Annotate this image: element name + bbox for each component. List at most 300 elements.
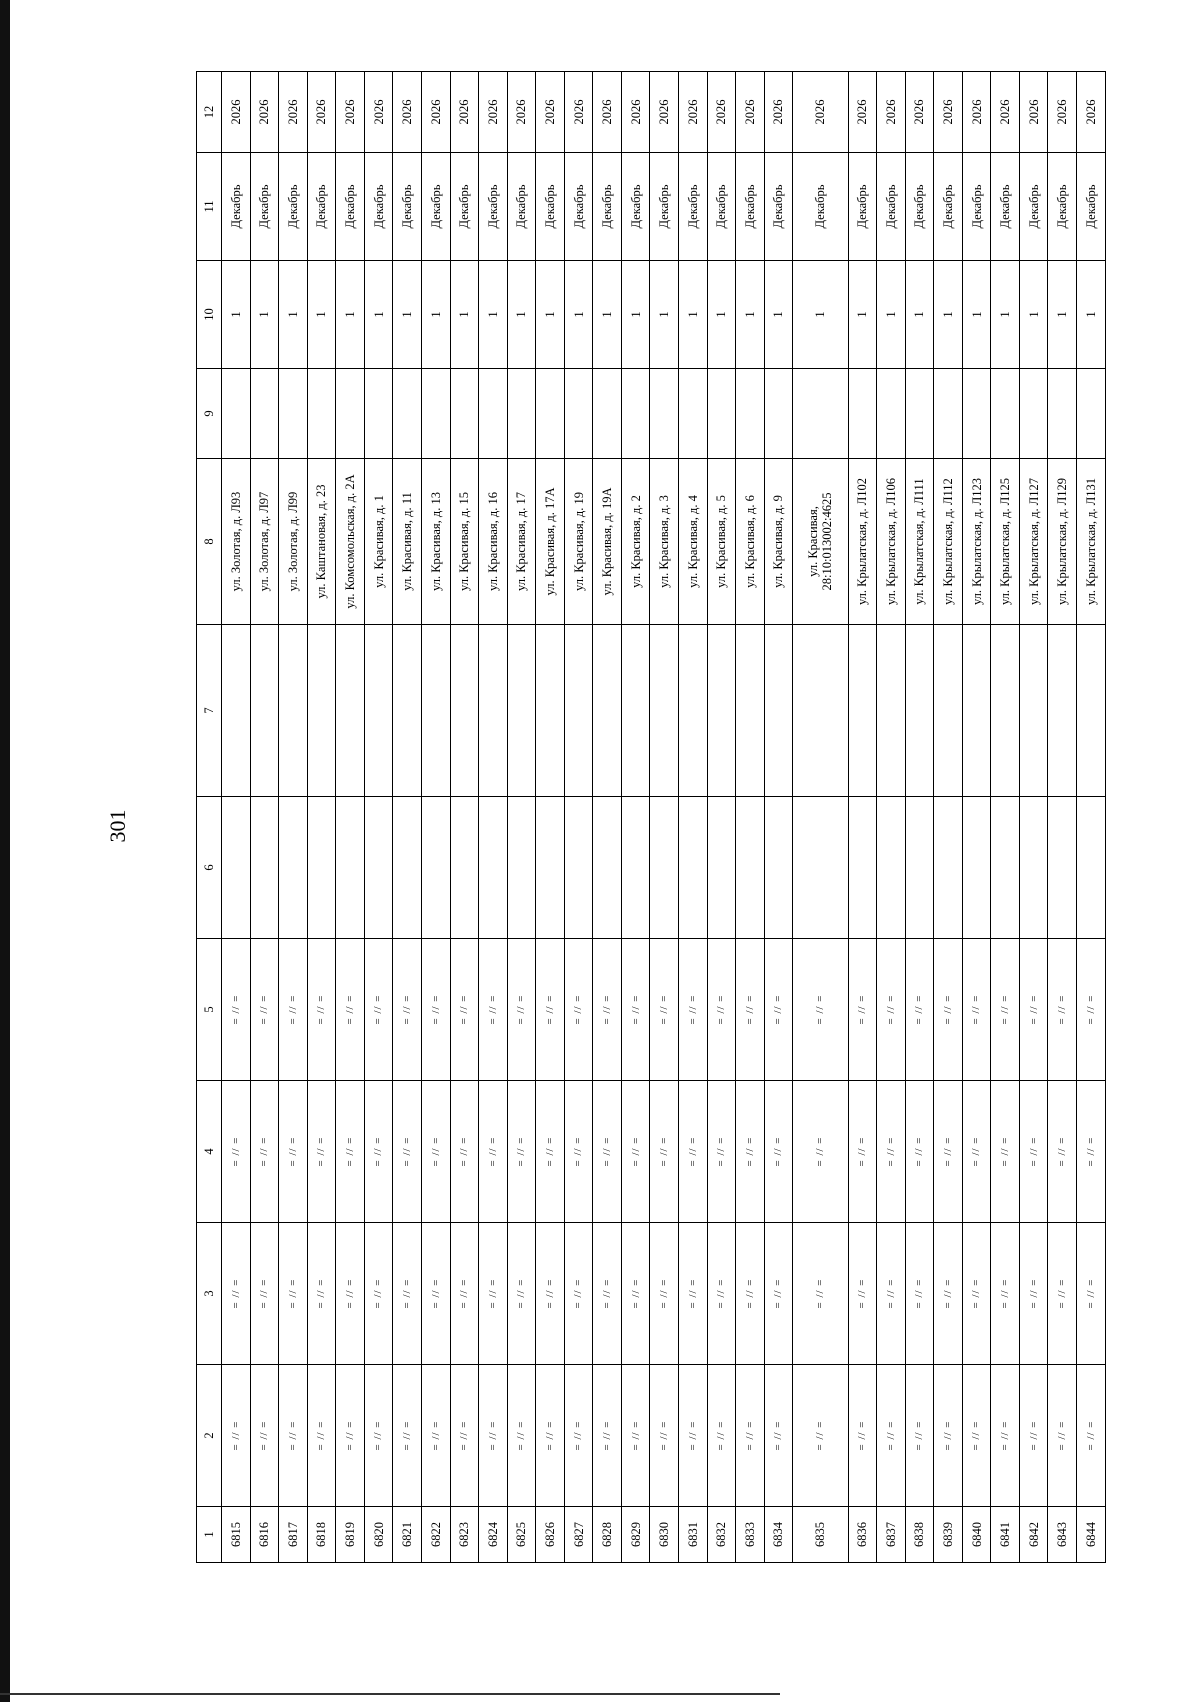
address-cell: ул. Крылатская, д. Л123 — [962, 459, 991, 625]
row-number-cell: 6837 — [877, 1507, 906, 1563]
col5-cell: = // = — [1077, 939, 1106, 1081]
table-row — [507, 72, 536, 1563]
row-number-cell: 6839 — [934, 1507, 963, 1563]
col9-cell — [962, 369, 991, 459]
month-cell: Декабрь — [877, 153, 906, 261]
year-cell: 2026 — [848, 72, 877, 153]
row-number-cell: 6835 — [793, 1507, 848, 1563]
col2-cell: = // = — [450, 1365, 479, 1507]
col5-cell: = // = — [679, 939, 708, 1081]
address-cell: ул. Крылатская, д. Л129 — [1048, 459, 1077, 625]
col4-cell: = // = — [479, 1081, 508, 1223]
col7-cell — [279, 625, 308, 797]
address-cell: ул. Красивая, д. 2 — [621, 459, 650, 625]
col5-cell: = // = — [593, 939, 622, 1081]
year-cell: 2026 — [593, 72, 622, 153]
row-number-cell: 6820 — [364, 1507, 393, 1563]
col5-cell: = // = — [393, 939, 422, 1081]
col6-cell — [650, 797, 679, 939]
col4-cell: = // = — [536, 1081, 565, 1223]
col4-cell: = // = — [450, 1081, 479, 1223]
year-cell: 2026 — [479, 72, 508, 153]
table-row — [621, 72, 650, 1563]
table-row — [364, 72, 393, 1563]
col4-cell: = // = — [905, 1081, 934, 1223]
month-cell: Декабрь — [991, 153, 1020, 261]
col9-cell — [848, 369, 877, 459]
col3-cell: = // = — [593, 1223, 622, 1365]
col-header-4: 4 — [197, 1081, 222, 1223]
row-number-cell: 6843 — [1048, 1507, 1077, 1563]
month-cell: Декабрь — [336, 153, 365, 261]
col3-cell: = // = — [962, 1223, 991, 1365]
address-cell: ул. Красивая, д. 17А — [536, 459, 565, 625]
col2-cell: = // = — [364, 1365, 393, 1507]
col3-cell: = // = — [1019, 1223, 1048, 1365]
col4-cell: = // = — [877, 1081, 906, 1223]
col9-cell — [793, 369, 848, 459]
col4-cell: = // = — [393, 1081, 422, 1223]
col2-cell: = // = — [793, 1365, 848, 1507]
year-cell: 2026 — [1019, 72, 1048, 153]
col2-cell: = // = — [222, 1365, 251, 1507]
col9-cell — [593, 369, 622, 459]
col5-cell: = // = — [1019, 939, 1048, 1081]
col3-cell: = // = — [393, 1223, 422, 1365]
col4-cell: = // = — [1077, 1081, 1106, 1223]
year-cell: 2026 — [421, 72, 450, 153]
row-number-cell: 6828 — [593, 1507, 622, 1563]
table-row — [877, 72, 906, 1563]
col5-cell: = // = — [848, 939, 877, 1081]
row-number-cell: 6829 — [621, 1507, 650, 1563]
quantity-cell: 1 — [421, 261, 450, 369]
year-cell: 2026 — [905, 72, 934, 153]
quantity-cell: 1 — [764, 261, 793, 369]
quantity-cell: 1 — [736, 261, 765, 369]
col7-cell — [479, 625, 508, 797]
address-cell: ул. Крылатская, д. Л127 — [1019, 459, 1048, 625]
col5-cell: = // = — [991, 939, 1020, 1081]
quantity-cell: 1 — [962, 261, 991, 369]
col2-cell: = // = — [962, 1365, 991, 1507]
row-number-cell: 6824 — [479, 1507, 508, 1563]
year-cell: 2026 — [991, 72, 1020, 153]
quantity-cell: 1 — [1077, 261, 1106, 369]
address-cell: ул. Крылатская, д. Л131 — [1077, 459, 1106, 625]
month-cell: Декабрь — [1077, 153, 1106, 261]
year-cell: 2026 — [307, 72, 336, 153]
col5-cell: = // = — [421, 939, 450, 1081]
col3-cell: = // = — [564, 1223, 593, 1365]
col5-cell: = // = — [536, 939, 565, 1081]
row-number-cell: 6840 — [962, 1507, 991, 1563]
col6-cell — [336, 797, 365, 939]
col-header-5: 5 — [197, 939, 222, 1081]
col6-cell — [364, 797, 393, 939]
month-cell: Декабрь — [793, 153, 848, 261]
month-cell: Декабрь — [507, 153, 536, 261]
col9-cell — [934, 369, 963, 459]
month-cell: Декабрь — [564, 153, 593, 261]
col9-cell — [1048, 369, 1077, 459]
col4-cell: = // = — [793, 1081, 848, 1223]
address-cell: ул. Золотая, д. Л93 — [222, 459, 251, 625]
table-row — [250, 72, 279, 1563]
year-cell: 2026 — [764, 72, 793, 153]
col4-cell: = // = — [421, 1081, 450, 1223]
address-cell: ул. Комсомольская, д. 2А — [336, 459, 365, 625]
col9-cell — [877, 369, 906, 459]
year-cell: 2026 — [536, 72, 565, 153]
col2-cell: = // = — [1019, 1365, 1048, 1507]
col2-cell: = // = — [621, 1365, 650, 1507]
col3-cell: = // = — [507, 1223, 536, 1365]
col3-cell: = // = — [707, 1223, 736, 1365]
col6-cell — [848, 797, 877, 939]
table-row — [1019, 72, 1048, 1563]
page-number: 301 — [105, 809, 130, 843]
col9-cell — [536, 369, 565, 459]
year-cell: 2026 — [621, 72, 650, 153]
year-cell: 2026 — [793, 72, 848, 153]
col7-cell — [934, 625, 963, 797]
quantity-cell: 1 — [450, 261, 479, 369]
col7-cell — [250, 625, 279, 797]
table-row — [848, 72, 877, 1563]
col3-cell: = // = — [250, 1223, 279, 1365]
col9-cell — [764, 369, 793, 459]
quantity-cell: 1 — [593, 261, 622, 369]
col-header-9: 9 — [197, 369, 222, 459]
table-body — [222, 72, 1106, 1563]
month-cell: Декабрь — [536, 153, 565, 261]
col5-cell: = // = — [905, 939, 934, 1081]
month-cell: Декабрь — [621, 153, 650, 261]
col5-cell: = // = — [736, 939, 765, 1081]
col7-cell — [962, 625, 991, 797]
col9-cell — [991, 369, 1020, 459]
col2-cell: = // = — [650, 1365, 679, 1507]
table-row — [962, 72, 991, 1563]
col2-cell: = // = — [877, 1365, 906, 1507]
row-number-cell: 6818 — [307, 1507, 336, 1563]
table-row — [593, 72, 622, 1563]
col6-cell — [507, 797, 536, 939]
col-header-7: 7 — [197, 625, 222, 797]
col4-cell: = // = — [364, 1081, 393, 1223]
address-cell: ул. Красивая, д. 16 — [479, 459, 508, 625]
col2-cell: = // = — [991, 1365, 1020, 1507]
month-cell: Декабрь — [450, 153, 479, 261]
col3-cell: = // = — [307, 1223, 336, 1365]
col6-cell — [250, 797, 279, 939]
row-number-cell: 6827 — [564, 1507, 593, 1563]
quantity-cell: 1 — [307, 261, 336, 369]
col6-cell — [905, 797, 934, 939]
col-header-11: 11 — [197, 153, 222, 261]
year-cell: 2026 — [877, 72, 906, 153]
row-number-cell: 6844 — [1077, 1507, 1106, 1563]
col6-cell — [421, 797, 450, 939]
col2-cell: = // = — [934, 1365, 963, 1507]
quantity-cell: 1 — [848, 261, 877, 369]
col6-cell — [934, 797, 963, 939]
col6-cell — [307, 797, 336, 939]
col5-cell: = // = — [707, 939, 736, 1081]
address-cell: ул. Красивая, 28:10:013002:4625 — [793, 459, 848, 625]
quantity-cell: 1 — [564, 261, 593, 369]
col3-cell: = // = — [1077, 1223, 1106, 1365]
col-header-10: 10 — [197, 261, 222, 369]
col2-cell: = // = — [393, 1365, 422, 1507]
year-cell: 2026 — [393, 72, 422, 153]
col3-cell: = // = — [877, 1223, 906, 1365]
col3-cell: = // = — [934, 1223, 963, 1365]
quantity-cell: 1 — [793, 261, 848, 369]
table-row — [307, 72, 336, 1563]
col7-cell — [905, 625, 934, 797]
col5-cell: = // = — [962, 939, 991, 1081]
quantity-cell: 1 — [991, 261, 1020, 369]
col5-cell: = // = — [793, 939, 848, 1081]
col4-cell: = // = — [307, 1081, 336, 1223]
col6-cell — [279, 797, 308, 939]
table-row — [479, 72, 508, 1563]
table-row — [421, 72, 450, 1563]
col6-cell — [991, 797, 1020, 939]
col7-cell — [593, 625, 622, 797]
col4-cell: = // = — [679, 1081, 708, 1223]
table-row — [536, 72, 565, 1563]
col6-cell — [1077, 797, 1106, 939]
table-row — [764, 72, 793, 1563]
col7-cell — [679, 625, 708, 797]
address-cell: ул. Золотая, д. Л97 — [250, 459, 279, 625]
row-number-cell: 6816 — [250, 1507, 279, 1563]
col4-cell: = // = — [650, 1081, 679, 1223]
quantity-cell: 1 — [1019, 261, 1048, 369]
col3-cell: = // = — [279, 1223, 308, 1365]
col2-cell: = // = — [905, 1365, 934, 1507]
col2-cell: = // = — [1077, 1365, 1106, 1507]
month-cell: Декабрь — [364, 153, 393, 261]
col2-cell: = // = — [848, 1365, 877, 1507]
col3-cell: = // = — [364, 1223, 393, 1365]
col7-cell — [707, 625, 736, 797]
col2-cell: = // = — [564, 1365, 593, 1507]
col7-cell — [848, 625, 877, 797]
quantity-cell: 1 — [934, 261, 963, 369]
col7-cell — [536, 625, 565, 797]
col-header-1: 1 — [197, 1507, 222, 1563]
table-row — [450, 72, 479, 1563]
scan-left-edge — [0, 0, 10, 1702]
month-cell: Декабрь — [421, 153, 450, 261]
col3-cell: = // = — [450, 1223, 479, 1365]
month-cell: Декабрь — [279, 153, 308, 261]
year-cell: 2026 — [279, 72, 308, 153]
col4-cell: = // = — [279, 1081, 308, 1223]
col6-cell — [962, 797, 991, 939]
row-number-cell: 6823 — [450, 1507, 479, 1563]
col3-cell: = // = — [736, 1223, 765, 1365]
col9-cell — [393, 369, 422, 459]
col6-cell — [679, 797, 708, 939]
col4-cell: = // = — [962, 1081, 991, 1223]
address-cell: ул. Красивая, д. 4 — [679, 459, 708, 625]
table-row — [707, 72, 736, 1563]
col2-cell: = // = — [593, 1365, 622, 1507]
col-header-8: 8 — [197, 459, 222, 625]
month-cell: Декабрь — [307, 153, 336, 261]
col6-cell — [222, 797, 251, 939]
col6-cell — [793, 797, 848, 939]
month-cell: Декабрь — [1048, 153, 1077, 261]
col7-cell — [793, 625, 848, 797]
col9-cell — [564, 369, 593, 459]
col3-cell: = // = — [421, 1223, 450, 1365]
year-cell: 2026 — [736, 72, 765, 153]
quantity-cell: 1 — [679, 261, 708, 369]
address-cell: ул. Крылатская, д. Л111 — [905, 459, 934, 625]
table-row — [222, 72, 251, 1563]
month-cell: Декабрь — [650, 153, 679, 261]
col4-cell: = // = — [736, 1081, 765, 1223]
col9-cell — [736, 369, 765, 459]
col5-cell: = // = — [507, 939, 536, 1081]
table-row — [905, 72, 934, 1563]
col5-cell: = // = — [621, 939, 650, 1081]
col4-cell: = // = — [764, 1081, 793, 1223]
row-number-cell: 6834 — [764, 1507, 793, 1563]
col7-cell — [650, 625, 679, 797]
month-cell: Декабрь — [962, 153, 991, 261]
col4-cell: = // = — [507, 1081, 536, 1223]
col3-cell: = // = — [650, 1223, 679, 1365]
col7-cell — [364, 625, 393, 797]
col9-cell — [1077, 369, 1106, 459]
col3-cell: = // = — [1048, 1223, 1077, 1365]
col7-cell — [307, 625, 336, 797]
month-cell: Декабрь — [764, 153, 793, 261]
col2-cell: = // = — [421, 1365, 450, 1507]
row-number-cell: 6826 — [536, 1507, 565, 1563]
col4-cell: = // = — [991, 1081, 1020, 1223]
month-cell: Декабрь — [934, 153, 963, 261]
col7-cell — [877, 625, 906, 797]
quantity-cell: 1 — [393, 261, 422, 369]
quantity-cell: 1 — [479, 261, 508, 369]
col6-cell — [593, 797, 622, 939]
address-cell: ул. Крылатская, д. Л102 — [848, 459, 877, 625]
col9-cell — [905, 369, 934, 459]
col7-cell — [222, 625, 251, 797]
year-cell: 2026 — [1077, 72, 1106, 153]
col5-cell: = // = — [279, 939, 308, 1081]
col3-cell: = // = — [793, 1223, 848, 1365]
month-cell: Декабрь — [393, 153, 422, 261]
address-cell: ул. Красивая, д. 9 — [764, 459, 793, 625]
col4-cell: = // = — [222, 1081, 251, 1223]
year-cell: 2026 — [707, 72, 736, 153]
address-cell: ул. Крылатская, д. Л125 — [991, 459, 1020, 625]
col4-cell: = // = — [593, 1081, 622, 1223]
col3-cell: = // = — [991, 1223, 1020, 1365]
row-number-cell: 6838 — [905, 1507, 934, 1563]
col7-cell — [1019, 625, 1048, 797]
col3-cell: = // = — [536, 1223, 565, 1365]
col5-cell: = // = — [650, 939, 679, 1081]
col5-cell: = // = — [450, 939, 479, 1081]
address-cell: ул. Красивая, д. 11 — [393, 459, 422, 625]
col4-cell: = // = — [848, 1081, 877, 1223]
year-cell: 2026 — [222, 72, 251, 153]
col7-cell — [1048, 625, 1077, 797]
quantity-cell: 1 — [536, 261, 565, 369]
col9-cell — [1019, 369, 1048, 459]
quantity-cell: 1 — [1048, 261, 1077, 369]
col2-cell: = // = — [250, 1365, 279, 1507]
table-row — [650, 72, 679, 1563]
quantity-cell: 1 — [279, 261, 308, 369]
col5-cell: = // = — [364, 939, 393, 1081]
col9-cell — [479, 369, 508, 459]
col2-cell: = // = — [507, 1365, 536, 1507]
scan-bottom-line — [0, 1693, 780, 1695]
address-cell: ул. Красивая, д. 19 — [564, 459, 593, 625]
col2-cell: = // = — [1048, 1365, 1077, 1507]
row-number-cell: 6831 — [679, 1507, 708, 1563]
col7-cell — [421, 625, 450, 797]
address-cell: ул. Красивая, д. 1 — [364, 459, 393, 625]
col9-cell — [222, 369, 251, 459]
col5-cell: = // = — [934, 939, 963, 1081]
col5-cell: = // = — [307, 939, 336, 1081]
col6-cell — [1048, 797, 1077, 939]
col6-cell — [393, 797, 422, 939]
year-cell: 2026 — [1048, 72, 1077, 153]
col2-cell: = // = — [279, 1365, 308, 1507]
quantity-cell: 1 — [877, 261, 906, 369]
col3-cell: = // = — [848, 1223, 877, 1365]
year-cell: 2026 — [962, 72, 991, 153]
col5-cell: = // = — [764, 939, 793, 1081]
row-number-cell: 6821 — [393, 1507, 422, 1563]
address-cell: ул. Красивая, д. 13 — [421, 459, 450, 625]
month-cell: Декабрь — [707, 153, 736, 261]
col3-cell: = // = — [621, 1223, 650, 1365]
register-table — [196, 71, 1106, 1563]
col3-cell: = // = — [336, 1223, 365, 1365]
col7-cell — [507, 625, 536, 797]
table-row — [279, 72, 308, 1563]
register-table-rotated — [196, 72, 1106, 1563]
row-number-cell: 6842 — [1019, 1507, 1048, 1563]
row-number-cell: 6833 — [736, 1507, 765, 1563]
col9-cell — [250, 369, 279, 459]
address-cell: ул. Красивая, д. 5 — [707, 459, 736, 625]
col6-cell — [621, 797, 650, 939]
col2-cell: = // = — [536, 1365, 565, 1507]
col3-cell: = // = — [905, 1223, 934, 1365]
quantity-cell: 1 — [250, 261, 279, 369]
col9-cell — [364, 369, 393, 459]
col7-cell — [450, 625, 479, 797]
table-row — [1048, 72, 1077, 1563]
year-cell: 2026 — [364, 72, 393, 153]
year-cell: 2026 — [450, 72, 479, 153]
